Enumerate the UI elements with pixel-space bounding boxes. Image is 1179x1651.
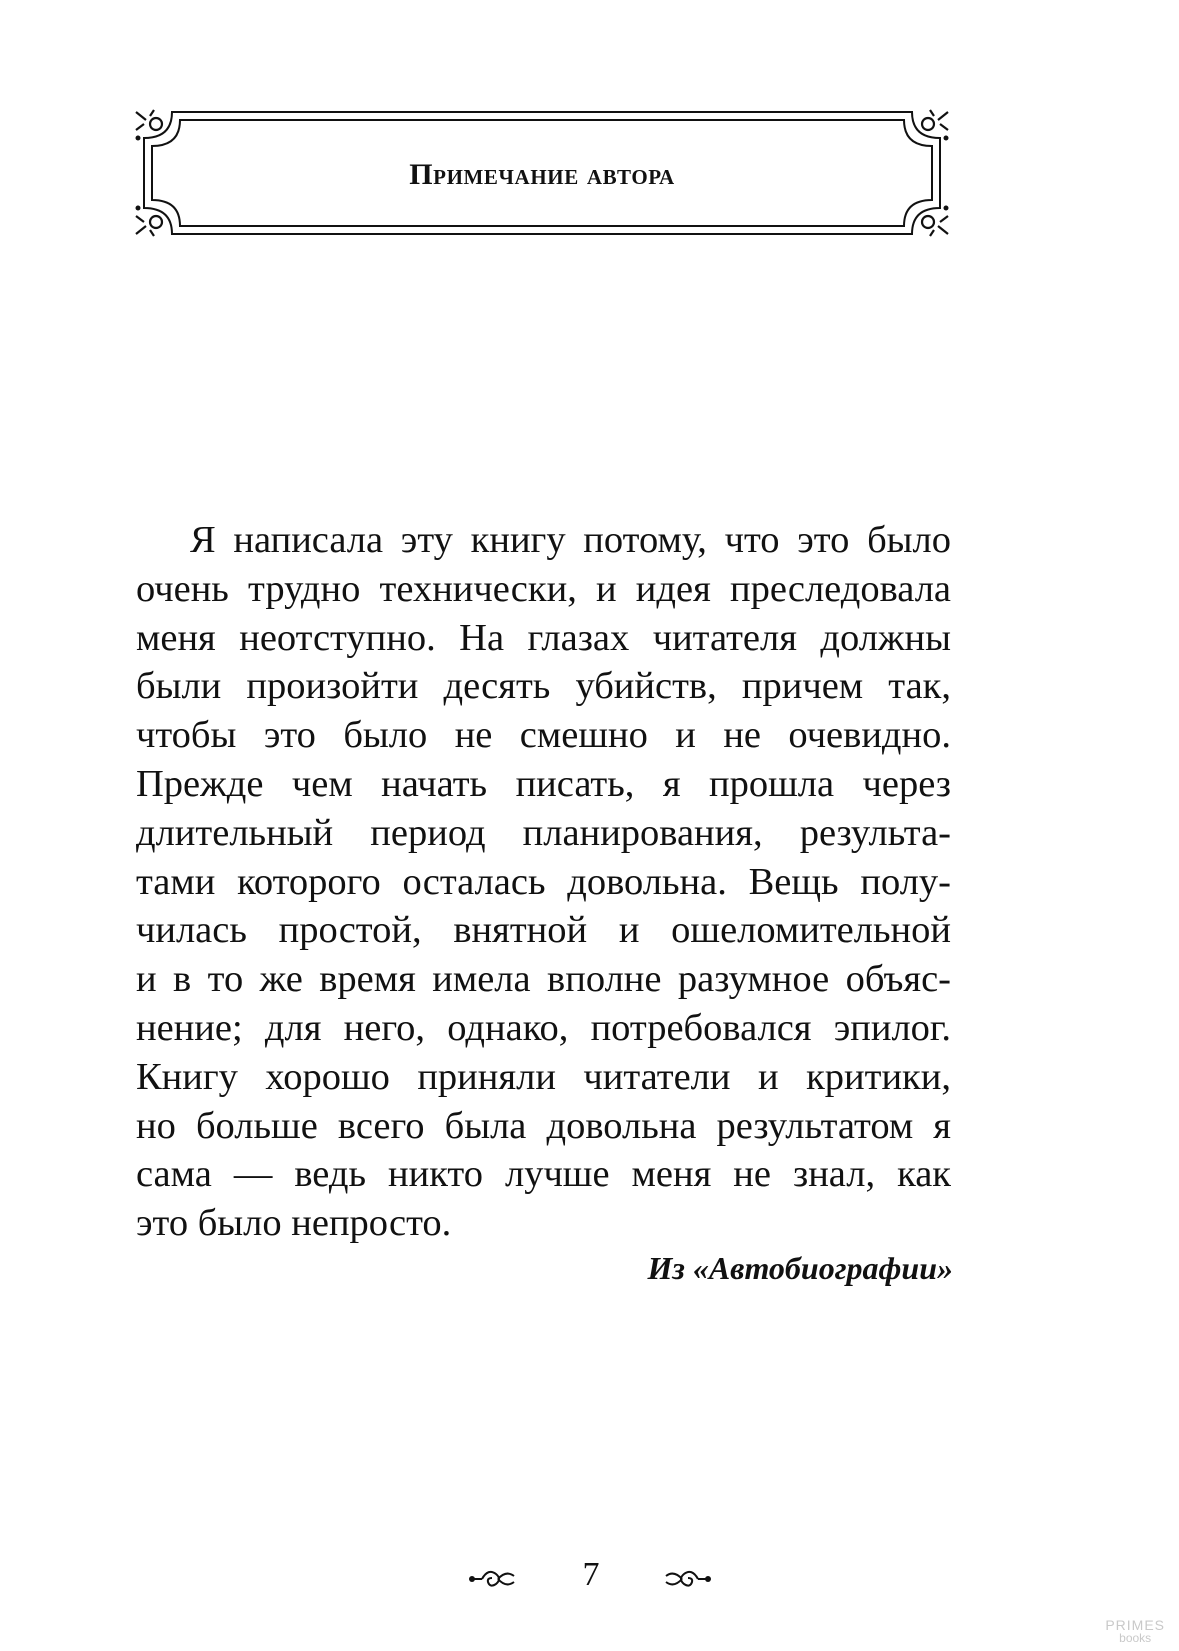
- text-line: чтобы это было не смешно и не очевидно.: [136, 714, 951, 757]
- text-line: сама — ведь никто лучше меня не знал, как: [136, 1153, 951, 1196]
- text-line: Я написала эту книгу потому, что это было: [190, 519, 951, 561]
- text-line: но больше всего была довольна результатом я: [136, 1104, 951, 1147]
- text-line: тами которого осталась довольна. Вещь полу-: [136, 860, 951, 903]
- flourish-ornament-icon: [662, 1564, 712, 1594]
- page-number: 7: [582, 1556, 600, 1593]
- text-line: Книгу хорошо приняли читатели и критики,: [136, 1055, 951, 1098]
- text-line: очень трудно технически, и идея преследовала: [136, 567, 951, 610]
- watermark-line1: PRIMES: [1105, 1617, 1165, 1633]
- chapter-header: [132, 108, 952, 238]
- attribution: Из «Автобиографии»: [647, 1250, 953, 1286]
- page-footer: [466, 1556, 716, 1600]
- text-line: меня неотступно. На глазах читателя должны: [136, 616, 951, 659]
- text-line: это было непросто.: [136, 1202, 452, 1245]
- watermark: [1105, 1619, 1165, 1645]
- text-line: и в то же время имела вполне разумное объяс-: [136, 958, 951, 1001]
- text-line: Прежде чем начать писать, я прошла через: [136, 762, 951, 805]
- text-line: чилась простой, внятной и ошеломительной: [136, 909, 951, 952]
- watermark-line2: books: [1119, 1631, 1152, 1645]
- text-line: были произойти десять убийств, причем так,: [136, 665, 951, 708]
- body-paragraph: [136, 516, 951, 1248]
- chapter-title: Примечание автора: [409, 158, 675, 191]
- text-line: длительный период планирования, результа-: [136, 811, 951, 854]
- text-line: нение; для него, однако, потребовался эпилог.: [136, 1006, 951, 1049]
